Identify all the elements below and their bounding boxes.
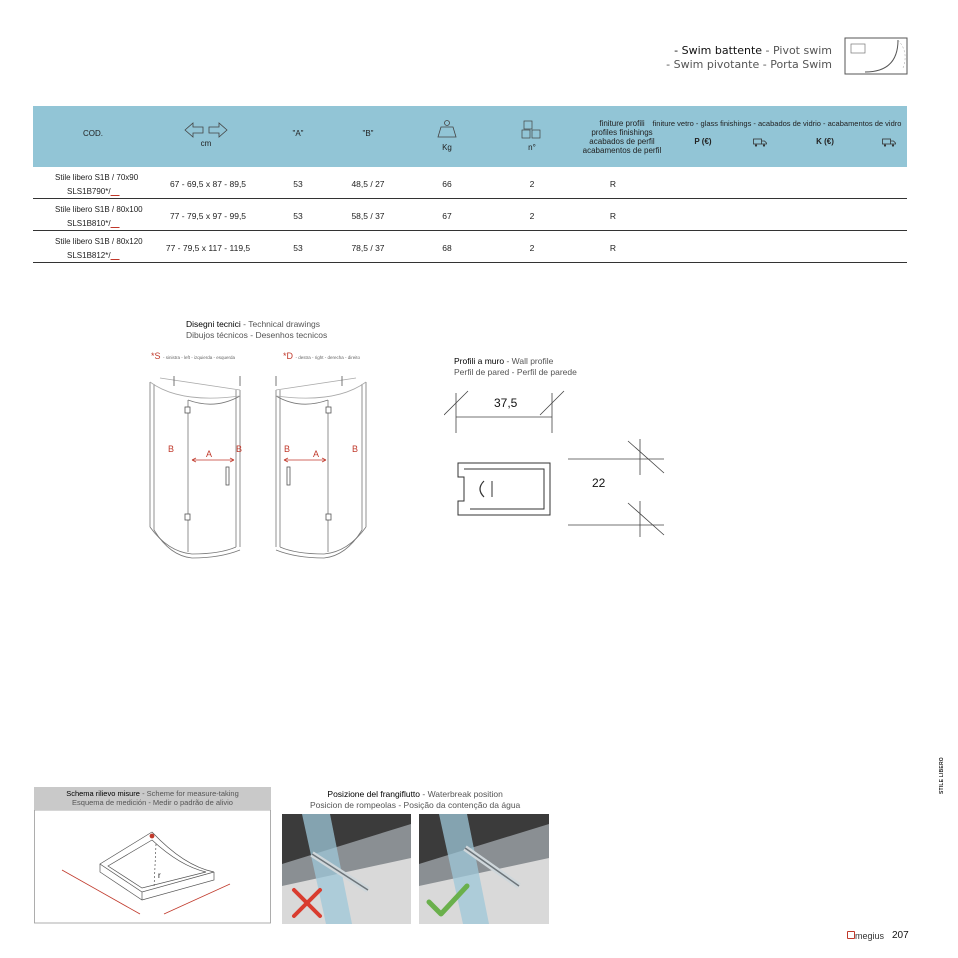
wall-profile-drawing (444, 385, 674, 545)
col-cm: cm (200, 139, 212, 148)
waterbreak-right-photo (419, 814, 549, 924)
value-b: 78,5 / 37 (351, 243, 385, 253)
value-kg: 67 (442, 211, 452, 221)
svg-text:B: B (284, 444, 291, 454)
value-a: 53 (293, 243, 303, 253)
header-line2: - Swim pivotante - Porta Swim (666, 58, 832, 71)
product-code: Stile libero S1B / 70x90 SLS1B790*/__ (55, 173, 139, 196)
truck-icon (753, 138, 767, 147)
col-n: n° (528, 143, 536, 152)
table-row (33, 167, 907, 199)
svg-text:B: B (236, 444, 243, 454)
value-a: 53 (293, 179, 303, 189)
table-row (33, 231, 907, 263)
profile-depth-value: 22 (592, 476, 606, 490)
svg-text:A: A (313, 449, 320, 459)
col-kg: Kg (442, 143, 452, 152)
product-code: Stile libero S1B / 80x100 SLS1B810*/__ (55, 205, 143, 228)
profile-title: Profili a muro - Wall profile Perfil de pared - Perfil de parede (454, 356, 577, 377)
drawings-title: Disegni tecnici - Technical drawings Dibujos técnicos - Desenhos tecnicos (186, 319, 328, 340)
waterbreak-title: Posizione del frangiflutto - Waterbreak position Posicion de rompeolas - Posição da contenção da água (310, 789, 521, 810)
right-labels (284, 444, 358, 459)
svg-text:A: A (206, 449, 213, 459)
radius-label: r (158, 871, 161, 880)
col-p-price: P (€) (694, 137, 712, 146)
value-kg: 66 (442, 179, 452, 189)
brand-mark-icon (847, 931, 855, 939)
dimension-cm: 77 - 79,5 x 97 - 99,5 (169, 211, 247, 221)
left-labels (168, 444, 242, 459)
dimension-cm: 77 - 79,5 x 117 - 119,5 (165, 243, 251, 253)
value-a: 53 (293, 211, 303, 221)
left-hinges (174, 376, 243, 520)
weight-icon (436, 119, 458, 139)
table-row (33, 199, 907, 231)
col-b: "B" (362, 129, 374, 138)
value-pieces: 2 (529, 243, 535, 253)
col-a: "A" (292, 129, 304, 138)
value-kg: 68 (442, 243, 452, 253)
shower-drawing (140, 362, 380, 572)
left-version-label: *S - sinistra - left - izquierda - esquerda (151, 351, 236, 361)
value-pieces: 2 (529, 179, 535, 189)
value-b: 58,5 / 37 (351, 211, 385, 221)
value-pieces: 2 (529, 211, 535, 221)
header-strong: - Swim battente (674, 44, 763, 57)
col-cod: COD. (83, 129, 103, 138)
col-vetro: finiture vetro - glass finishings - acabados de vidrio - acabamentos de vidro (652, 119, 902, 128)
table-header (33, 106, 907, 167)
pivot-door-icon (843, 36, 913, 78)
svg-text:B: B (352, 444, 359, 454)
header-rest: - Pivot swim (762, 44, 832, 57)
col-k-price: K (€) (816, 137, 834, 146)
brand-logo: megius (847, 931, 884, 941)
dimension-cm: 67 - 69,5 x 87 - 89,5 (169, 179, 247, 189)
truck-icon (882, 138, 896, 147)
profile-finish: R (609, 211, 617, 221)
profile-width-value: 37,5 (494, 396, 518, 410)
right-version-label: *D - destra - right - derecha - direito (283, 351, 361, 361)
profile-section (458, 463, 550, 515)
svg-text:B: B (168, 444, 175, 454)
profile-finish: R (609, 179, 617, 189)
col-profili: finiture profili profiles finishings acabados de perfil acabamentos de perfil (582, 119, 662, 155)
page-header-title (666, 44, 832, 72)
page-number: 207 (892, 930, 909, 941)
width-arrows-icon (183, 121, 229, 139)
measure-drawing (34, 810, 271, 924)
value-b: 48,5 / 27 (351, 179, 385, 189)
package-icon (520, 119, 542, 141)
product-code: Stile libero S1B / 80x120 SLS1B812*/__ (55, 237, 143, 260)
profile-finish: R (609, 243, 617, 253)
product-table (33, 106, 907, 263)
waterbreak-wrong-photo (282, 814, 411, 924)
side-section-label: STILE LIBERO (939, 757, 945, 794)
measure-header: Schema rilievo misure - Scheme for measure-taking Esquema de medición - Medir o padrão de alivio (34, 787, 271, 810)
